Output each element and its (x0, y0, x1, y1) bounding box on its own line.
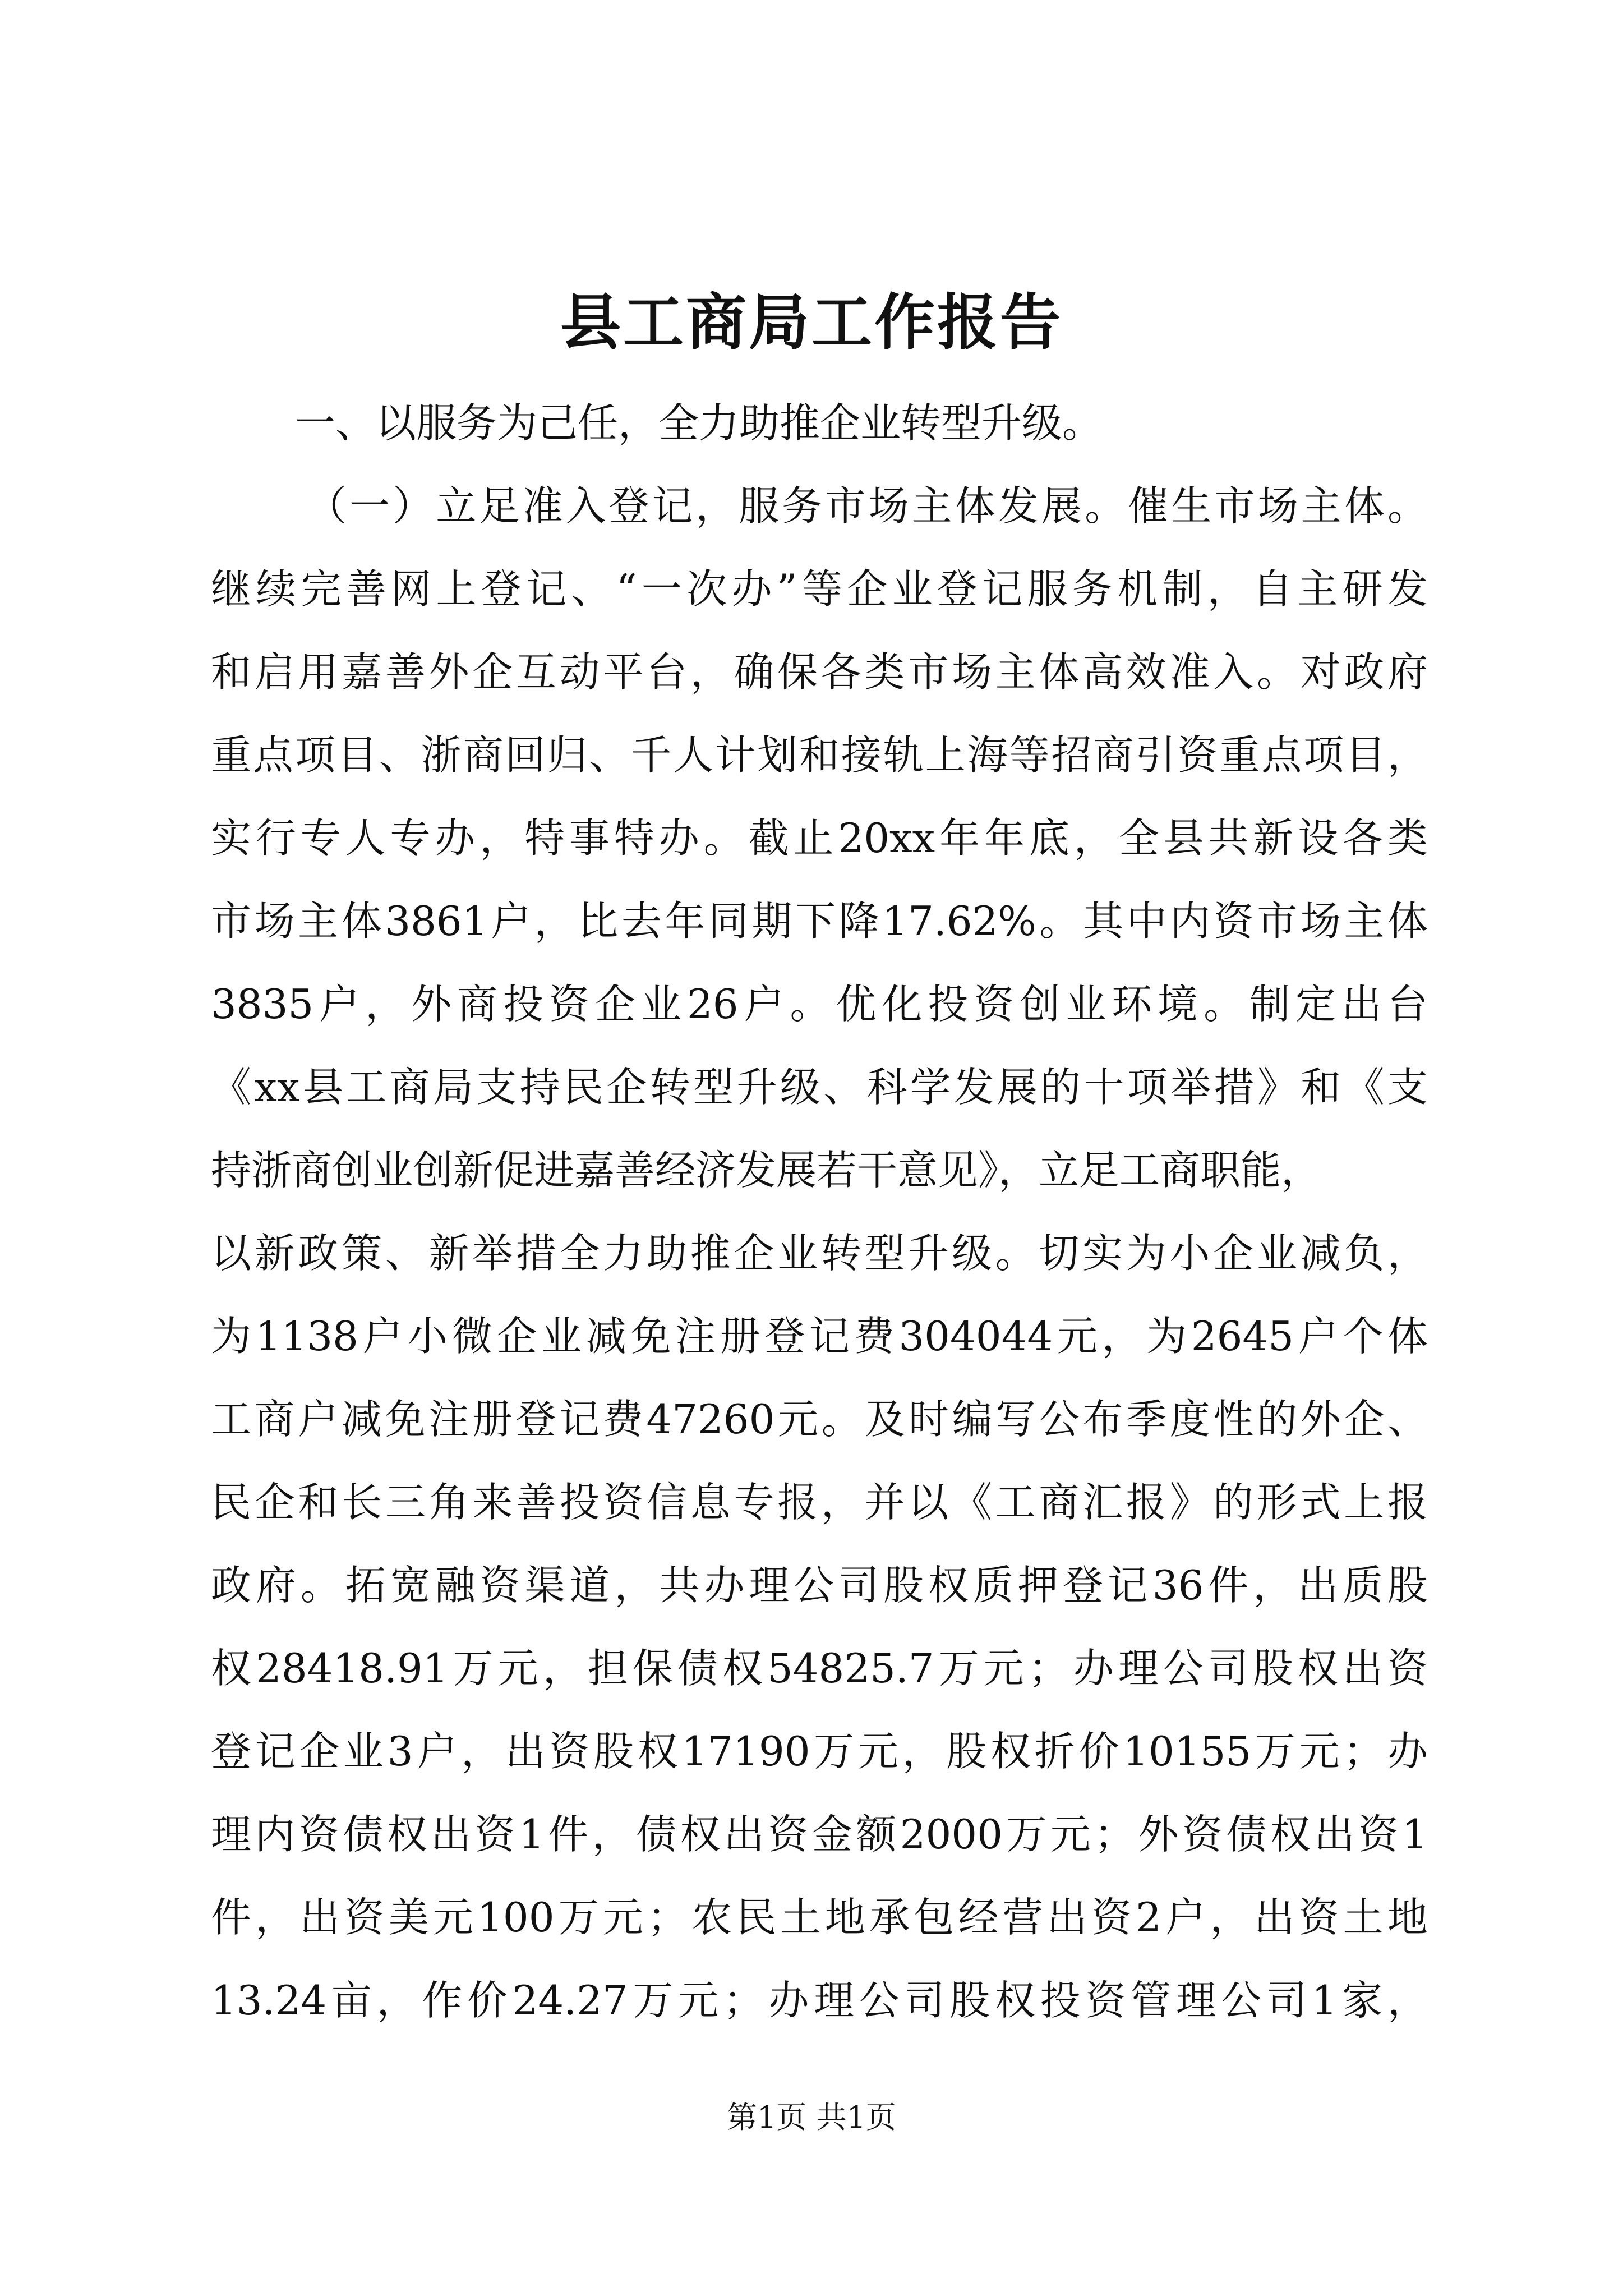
paragraph-line: 件，出资美元100万元；农民土地承包经营出资2户，出资土地 (211, 1894, 1428, 1941)
section-heading: 一、以服务为己任，全力助推企业转型升级。 (295, 399, 1103, 447)
paragraph-line: （一）立足准入登记，服务市场主体发展。催生市场主体。 (306, 482, 1428, 530)
paragraph-line: 登记企业3户，出资股权17190万元，股权折价10155万元；办 (211, 1728, 1428, 1775)
paragraph-line: 和启用嘉善外企互动平台，确保各类市场主体高效准入。对政府 (211, 648, 1428, 696)
paragraph-line: 继续完善网上登记、“一次办”等企业登记服务机制，自主研发 (211, 565, 1428, 613)
paragraph-line: 实行专人专办，特事特办。截止20xx年年底，全县共新设各类 (211, 815, 1428, 862)
paragraph-line: 为1138户小微企业减免注册登记费304044元，为2645户个体 (211, 1313, 1428, 1360)
page-number-footer: 第1页 共1页 (727, 2100, 896, 2135)
paragraph-line: 重点项目、浙商回归、千人计划和接轨上海等招商引资重点项目， (211, 731, 1428, 779)
paragraph-line: 以新政策、新举措全力助推企业转型升级。切实为小企业减负， (211, 1230, 1428, 1277)
paragraph-line: 政府。拓宽融资渠道，共办理公司股权质押登记36件，出质股 (211, 1562, 1428, 1609)
paragraph-line: 3835户，外商投资企业26户。优化投资创业环境。制定出台 (211, 981, 1428, 1028)
paragraph-line: 《xx县工商局支持民企转型升级、科学发展的十项举措》和《支 (211, 1064, 1428, 1111)
paragraph-line: 理内资债权出资1件，债权出资金额2000万元；外资债权出资1 (211, 1811, 1428, 1858)
paragraph-line: 持浙商创业创新促进嘉善经济发展若干意见》，立足工商职能， (211, 1147, 1322, 1194)
document-title: 县工商局工作报告 (560, 287, 1063, 358)
paragraph-line: 市场主体3861户，比去年同期下降17.62%。其中内资市场主体 (211, 898, 1428, 945)
paragraph-line: 13.24亩，作价24.27万元；办理公司股权投资管理公司1家， (211, 1977, 1428, 2024)
paragraph-line: 工商户减免注册登记费47260元。及时编写公布季度性的外企、 (211, 1396, 1428, 1443)
document-body (211, 381, 1428, 2042)
paragraph-line: 民企和长三角来善投资信息专报，并以《工商汇报》的形式上报 (211, 1479, 1428, 1526)
paragraph-line: 权28418.91万元，担保债权54825.7万元；办理公司股权出资 (211, 1645, 1428, 1692)
